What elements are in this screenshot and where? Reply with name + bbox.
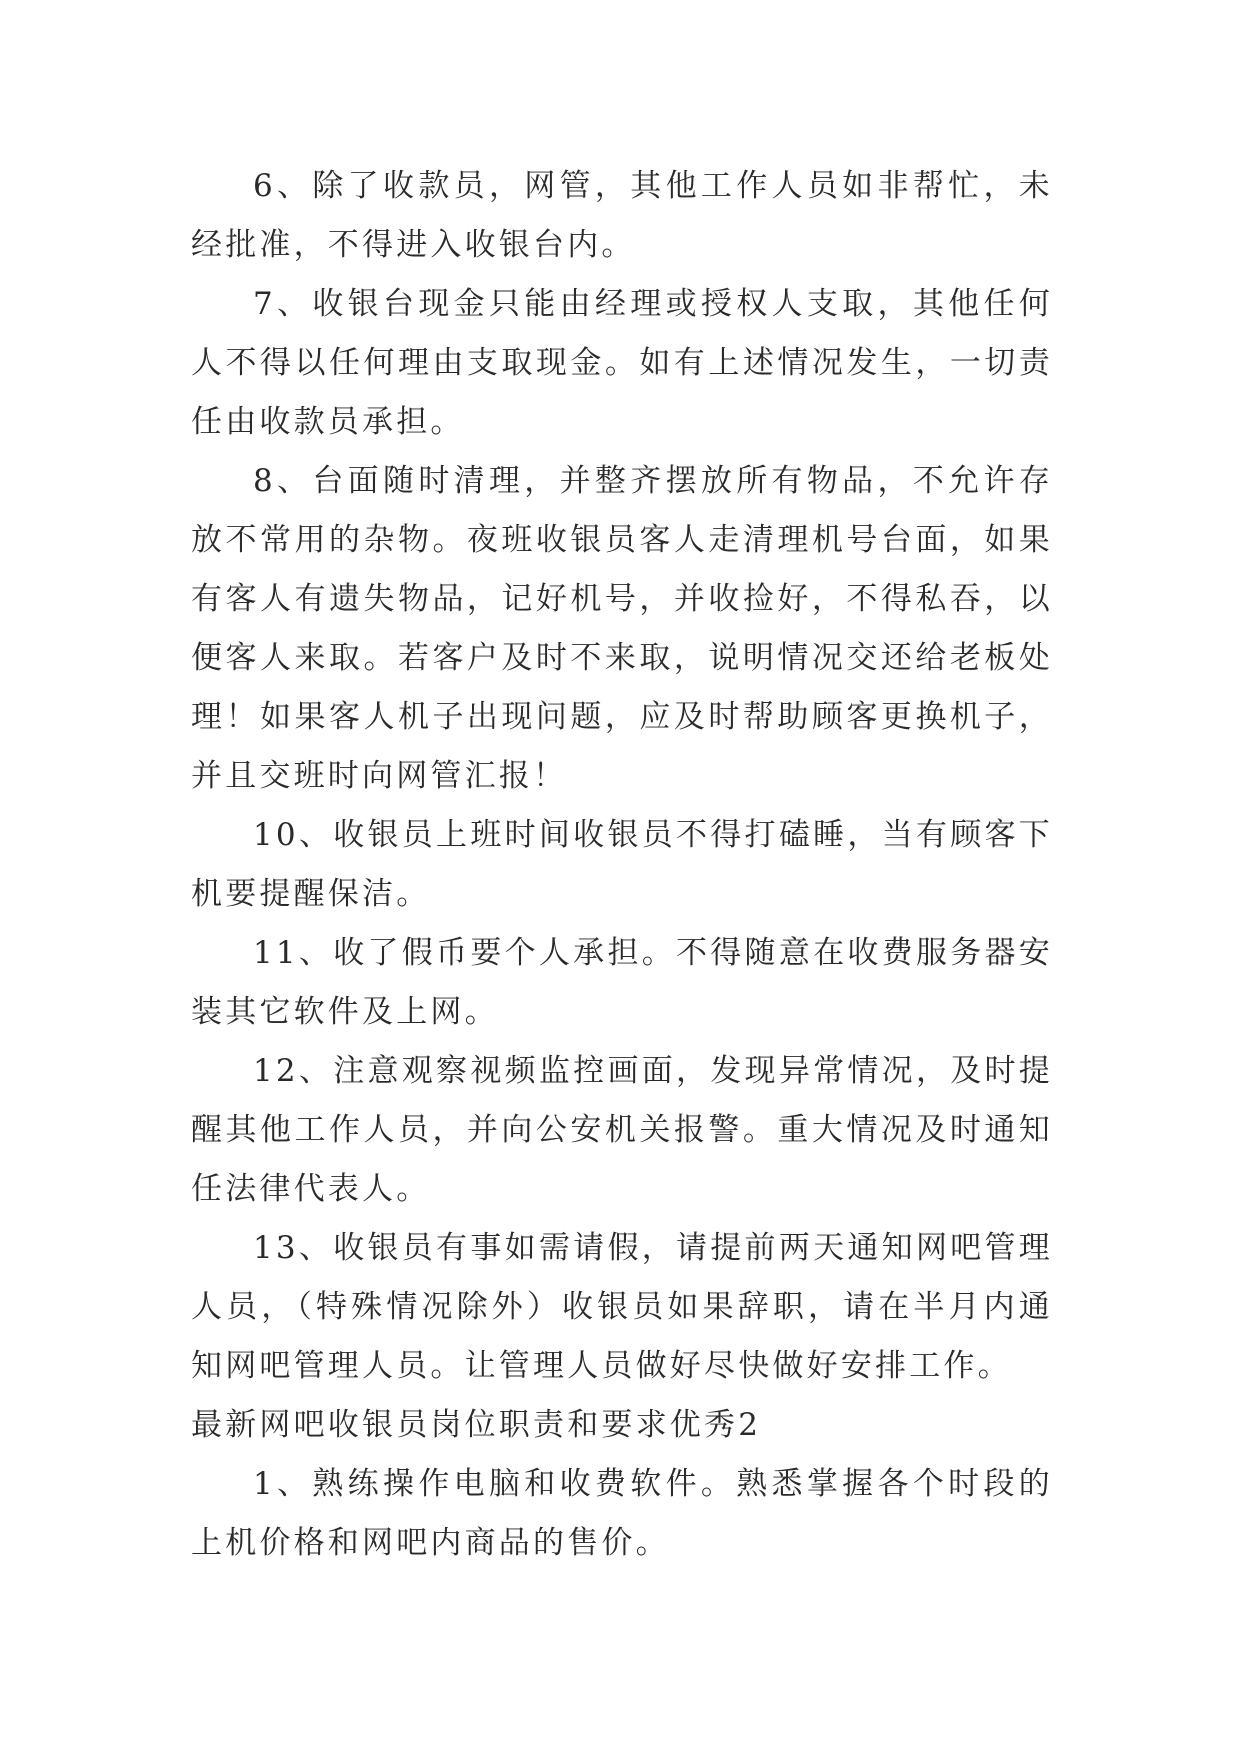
paragraph-item-10: 10、收银员上班时间收银员不得打磕睡，当有顾客下机要提醒保洁。 bbox=[191, 817, 1053, 912]
paragraph-item-7: 7、收银台现金只能由经理或授权人支取，其他任何人不得以任何理由支取现金。如有上述情况发生，一切责任由收款员承担。 bbox=[191, 286, 1053, 440]
paragraph-item-11: 11、收了假币要个人承担。不得随意在收费服务器安装其它软件及上网。 bbox=[191, 935, 1053, 1030]
paragraph-item-1: 1、熟练操作电脑和收费软件。熟悉掌握各个时段的上机价格和网吧内商品的售价。 bbox=[191, 1466, 1053, 1561]
paragraph-item-8: 8、台面随时清理，并整齐摆放所有物品，不允许存放不常用的杂物。夜班收银员客人走清理机号台面，如果有客人有遗失物品，记好机号，并收捡好，不得私吞，以便客人来取。若客户及时不来取，说明情况交还给老板处理！如果客人机子出现问题，应及时帮助顾客更换机子，并且交班时向网管汇报！ bbox=[191, 463, 1053, 794]
section-heading: 最新网吧收银员岗位职责和要求优秀2 bbox=[191, 1407, 762, 1443]
paragraph-item-12: 12、注意观察视频监控画面，发现异常情况，及时提醒其他工作人员，并向公安机关报警。重大情况及时通知任法律代表人。 bbox=[191, 1053, 1053, 1207]
paragraph-item-6: 6、除了收款员，网管，其他工作人员如非帮忙，未经批准，不得进入收银台内。 bbox=[191, 168, 1053, 263]
paragraph-item-13: 13、收银员有事如需请假，请提前两天通知网吧管理人员，（特殊情况除外）收银员如果辞职，请在半月内通知网吧管理人员。让管理人员做好尽快做好安排工作。 bbox=[191, 1230, 1053, 1384]
document-page bbox=[191, 157, 1053, 1573]
